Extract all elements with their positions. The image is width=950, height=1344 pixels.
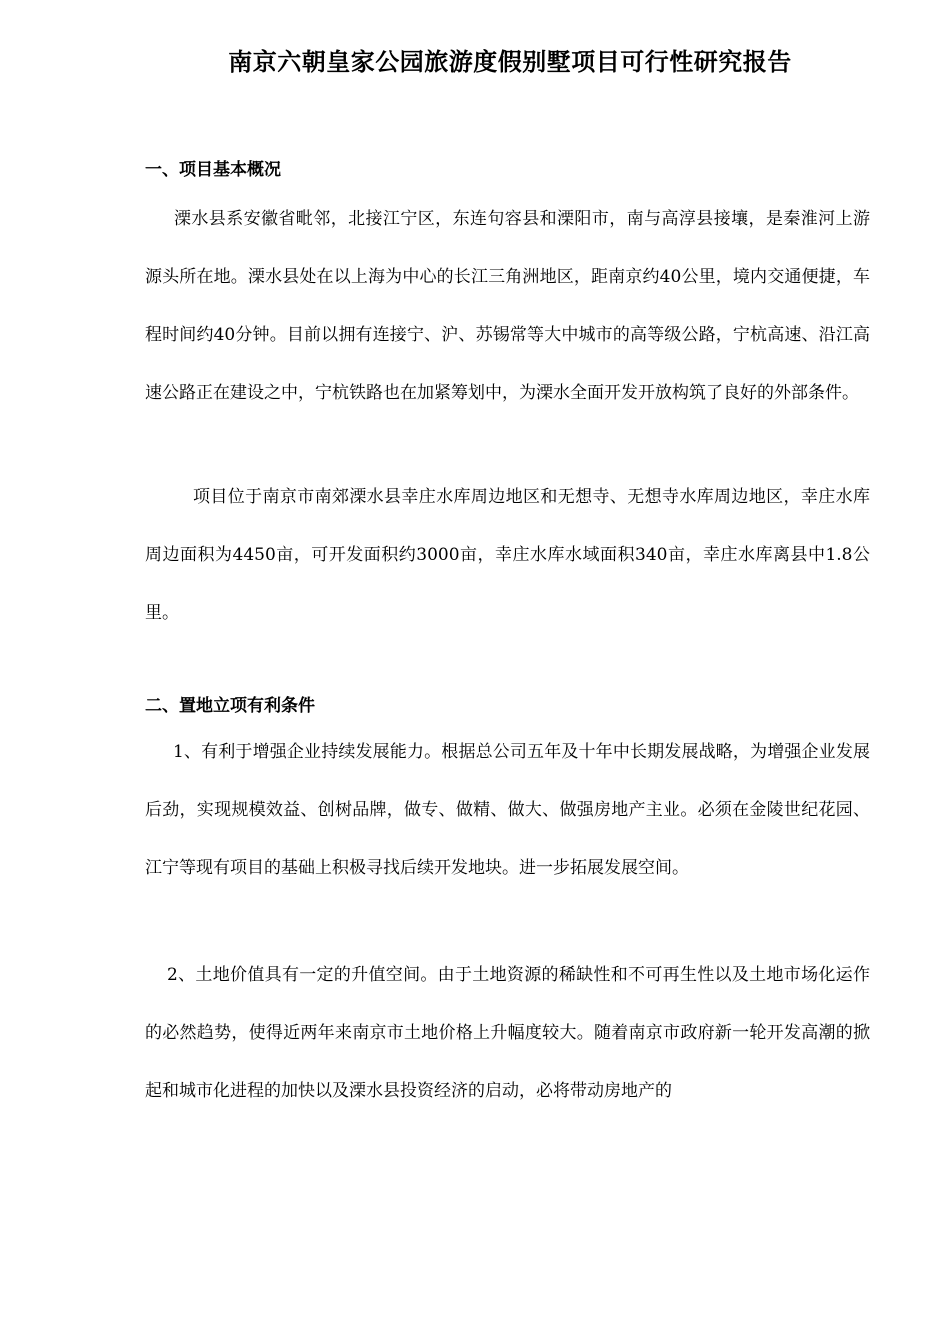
section-heading-overview: 一、项目基本概况 xyxy=(145,160,281,180)
paragraph-advantage-2: 2、土地价值具有一定的升值空间。由于土地资源的稀缺性和不可再生性以及土地市场化运作的必然趋势，使得近两年来南京市土地价格上升幅度较大。随着南京市政府新一轮开发高潮的掀起和城市化进程的加快以及溧水县投资经济的启动，必将带动房地产的 xyxy=(145,965,870,1101)
section-heading-advantages: 二、置地立项有利条件 xyxy=(145,696,315,716)
document-title: 南京六朝皇家公园旅游度假别墅项目可行性研究报告 xyxy=(228,47,792,76)
paragraph-advantage-1: 1、有利于增强企业持续发展能力。根据总公司五年及十年中长期发展战略，为增强企业发展后劲，实现规模效益、创树品牌，做专、做精、做大、做强房地产主业。必须在金陵世纪花园、江宁等现有项目的基础上积极寻找后续开发地块。进一步拓展发展空间。 xyxy=(145,742,870,878)
paragraph-location: 溧水县系安徽省毗邻，北接江宁区，东连句容县和溧阳市，南与高淳县接壤，是秦淮河上游源头所在地。溧水县处在以上海为中心的长江三角洲地区，距南京约40公里，境内交通便捷，车程时间约40分钟。目前以拥有连接宁、沪、苏锡常等大中城市的高等级公路，宁杭高速、沿江高速公路正在建设之中，宁杭铁路也在加紧筹划中，为溧水全面开发开放构筑了良好的外部条件。 xyxy=(145,209,870,403)
paragraph-project-site: 项目位于南京市南郊溧水县幸庄水库周边地区和无想寺、无想寺水库周边地区，幸庄水库周边面积为4450亩，可开发面积约3000亩，幸庄水库水域面积340亩，幸庄水库离县中1.8公里。 xyxy=(145,487,870,623)
